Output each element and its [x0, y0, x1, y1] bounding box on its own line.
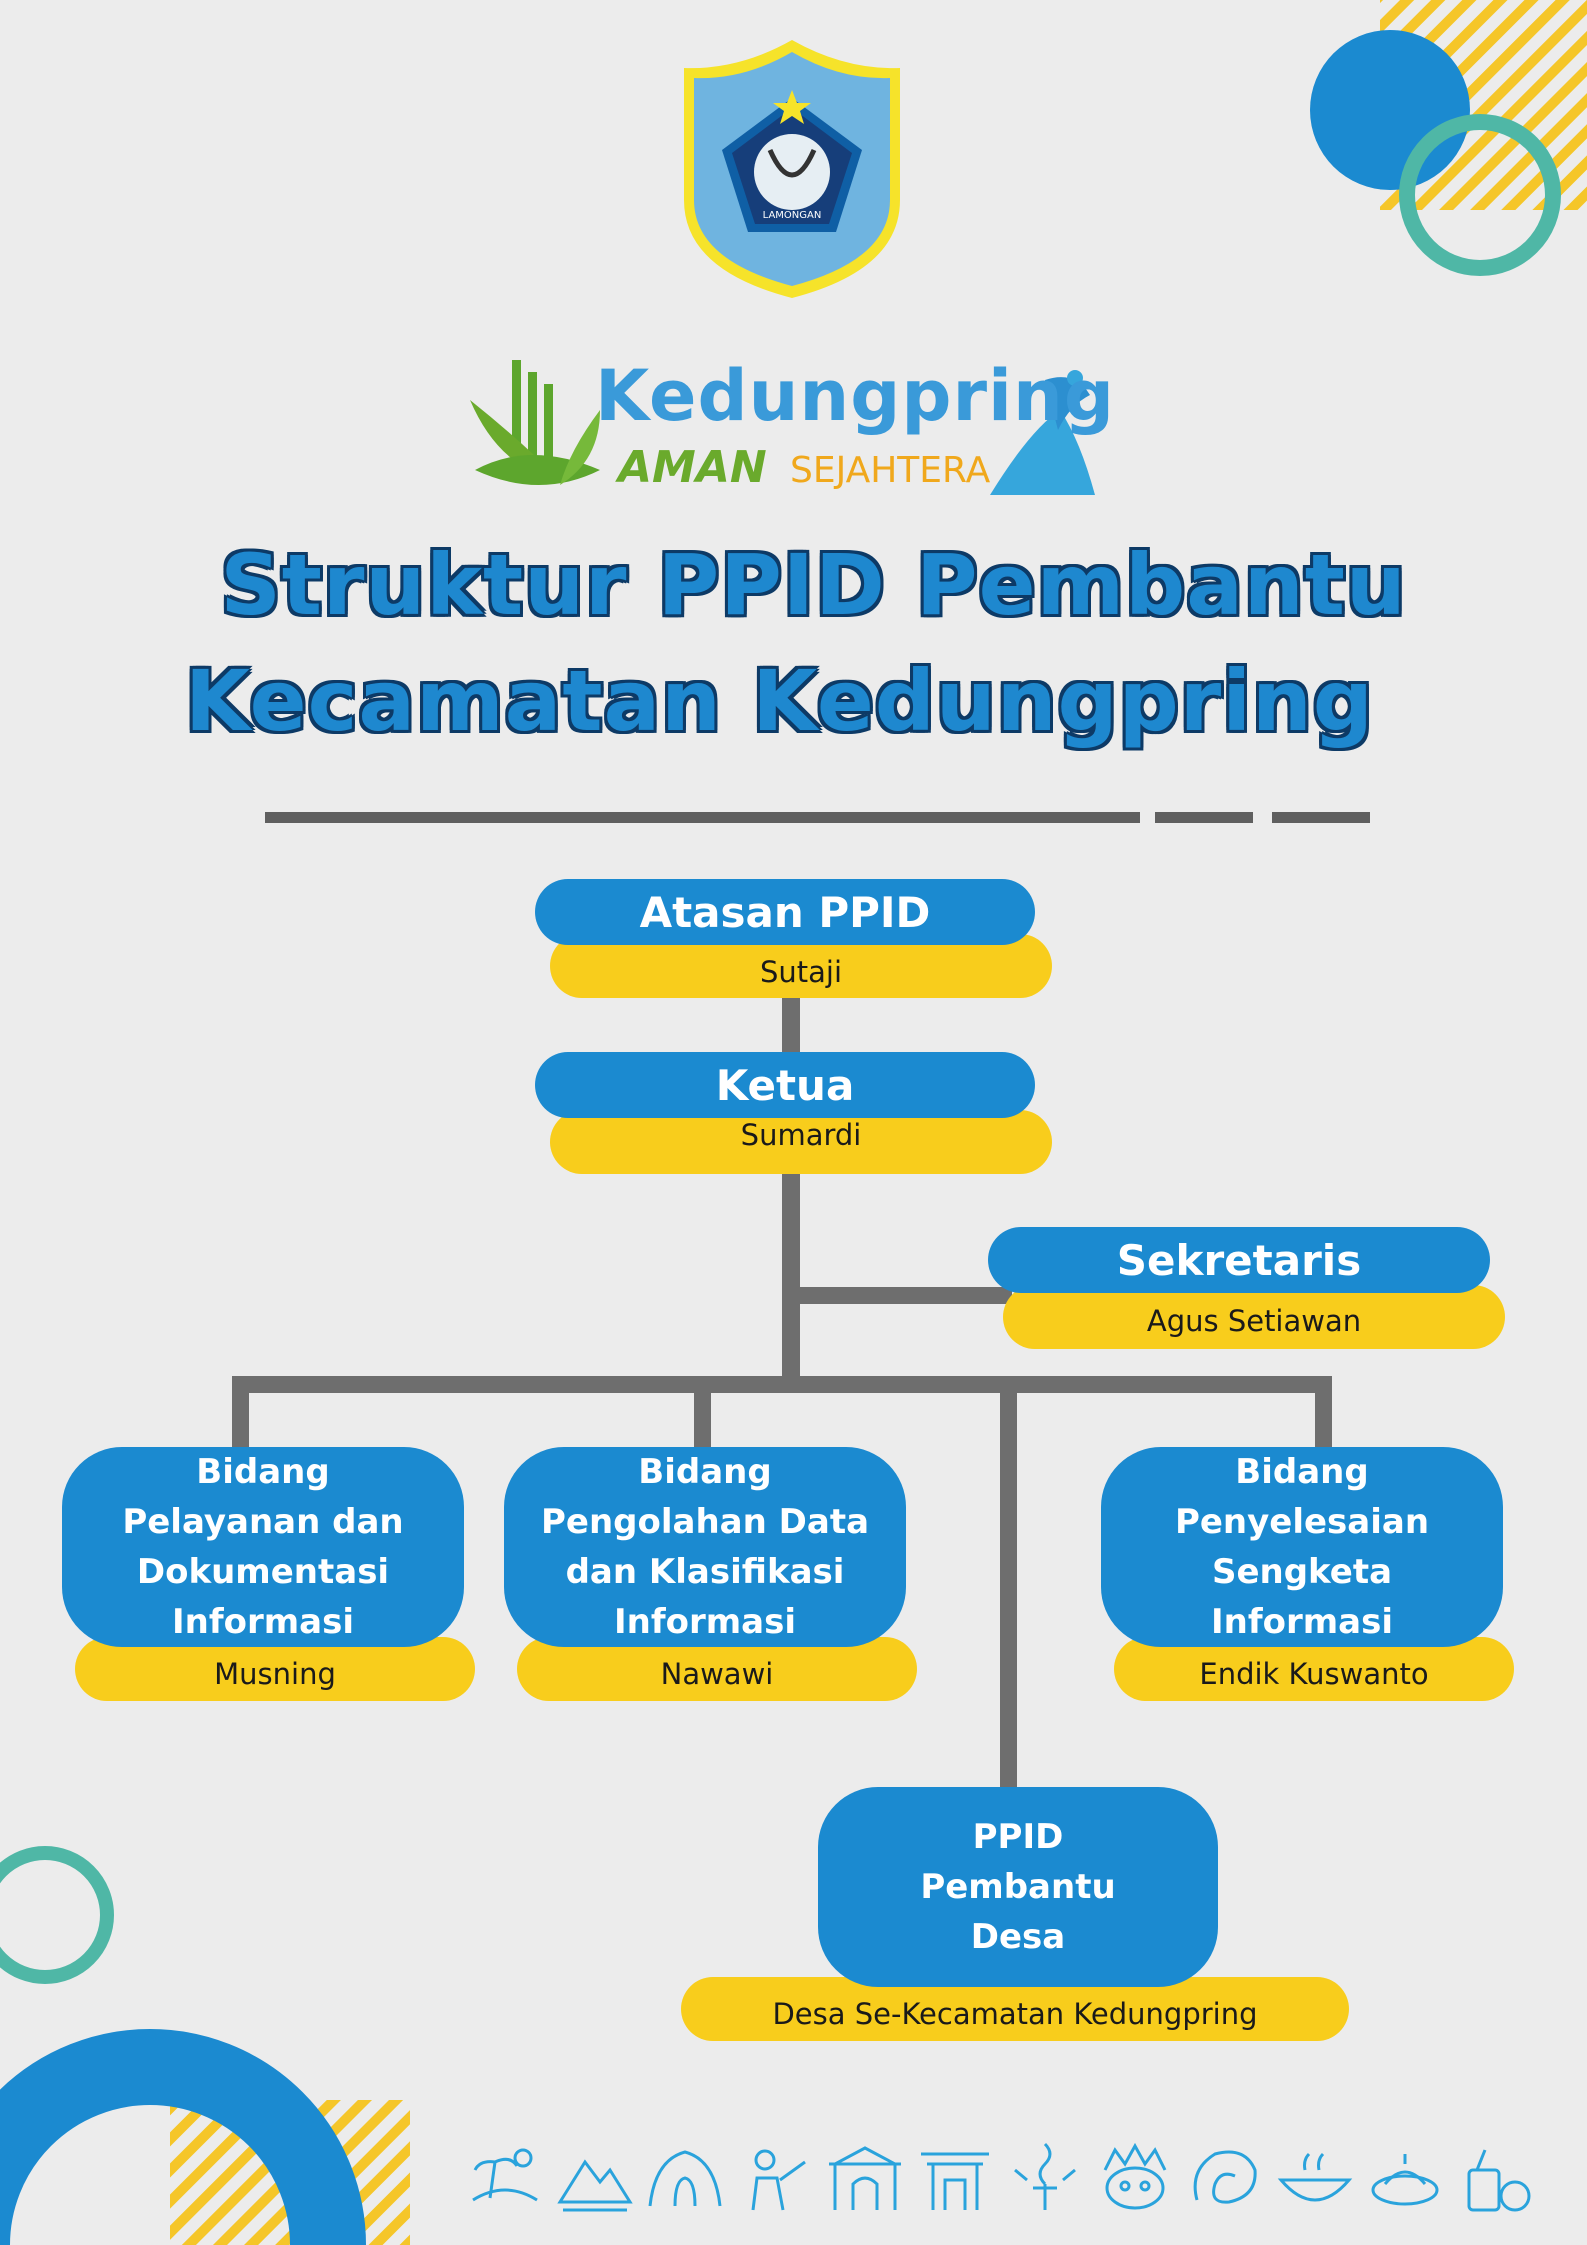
gate-icon [829, 2148, 901, 2210]
desa-role: PPID Pembantu Desa [920, 1817, 1116, 1957]
mountain-icon [560, 2162, 630, 2210]
bidang1-role-box [62, 1447, 464, 1647]
bidang2-role-box [504, 1447, 906, 1647]
tagline-aman: AMAN [618, 442, 767, 493]
connector-ketua-trunk [782, 1165, 800, 1385]
sekretaris-role-box [988, 1227, 1490, 1293]
atasan-role: Atasan PPID [639, 887, 931, 937]
bamboo-leaf-logo [470, 360, 600, 485]
temple-gate-icon [921, 2154, 989, 2210]
tagline-sejahtera: SEJAHTERA [790, 450, 991, 491]
connector-bidang1 [232, 1376, 249, 1451]
divider-dash-2 [1272, 812, 1370, 823]
divider-long [265, 812, 1140, 823]
footer-icon-row [465, 2140, 1545, 2220]
bidang2-name: Nawawi [660, 1657, 774, 1691]
beach-icon [473, 2150, 537, 2200]
atasan-name: Sutaji [759, 955, 843, 989]
teal-ring-bottom-left [0, 1853, 107, 1977]
sekretaris-name: Agus Setiawan [1146, 1304, 1362, 1338]
bidang3-role: Bidang Penyelesaian Sengketa Informasi [1174, 1452, 1430, 1642]
bidang3-role-box [1101, 1447, 1503, 1647]
connector-bidang2 [694, 1376, 711, 1451]
cave-icon [650, 2152, 720, 2206]
connector-desa [1000, 1376, 1017, 1791]
divider-dash-1 [1155, 812, 1253, 823]
sekretaris-name-box [1003, 1285, 1505, 1349]
connector-atasan-ketua [782, 990, 800, 1060]
farmer-icon [753, 2151, 805, 2210]
ketua-name: Sumardi [740, 1118, 862, 1152]
ketua-role: Ketua [715, 1060, 855, 1110]
desa-role-box [818, 1787, 1218, 1987]
blue-circle-top-right [1310, 30, 1470, 190]
food-bowl-icon [1281, 2154, 1349, 2200]
keris-icon [1015, 2144, 1075, 2210]
emblem-text: LAMONGAN [762, 210, 822, 221]
dragon-icon [1195, 2152, 1255, 2202]
lamongan-emblem [684, 40, 900, 298]
bidang1-name: Musning [214, 1657, 336, 1691]
page-title-line1: Struktur PPID Pembantu [220, 536, 1407, 634]
page-title-line2: Kecamatan Kedungpring [185, 652, 1374, 750]
drink-icon [1469, 2150, 1529, 2210]
sekretaris-role: Sekretaris [1116, 1235, 1362, 1285]
connector-sekretaris [782, 1287, 1012, 1304]
ketua-role-box [535, 1052, 1035, 1118]
bidang2-role: Bidang Pengolahan Data dan Klasifikasi Informasi [540, 1452, 870, 1642]
connector-horizontal [232, 1376, 1332, 1393]
crown-mask-icon [1105, 2146, 1165, 2208]
desa-name: Desa Se-Kecamatan Kedungpring [772, 1997, 1258, 2031]
bidang3-name: Endik Kuswanto [1199, 1657, 1429, 1691]
brand-name: Kedungpring [595, 355, 1115, 437]
connector-bidang3 [1315, 1376, 1332, 1451]
dish-icon [1373, 2154, 1437, 2204]
ketua-name-box [550, 1110, 1052, 1174]
bidang1-role: Bidang Pelayanan dan Dokumentasi Informasi [122, 1452, 404, 1642]
atasan-role-box [535, 879, 1035, 945]
